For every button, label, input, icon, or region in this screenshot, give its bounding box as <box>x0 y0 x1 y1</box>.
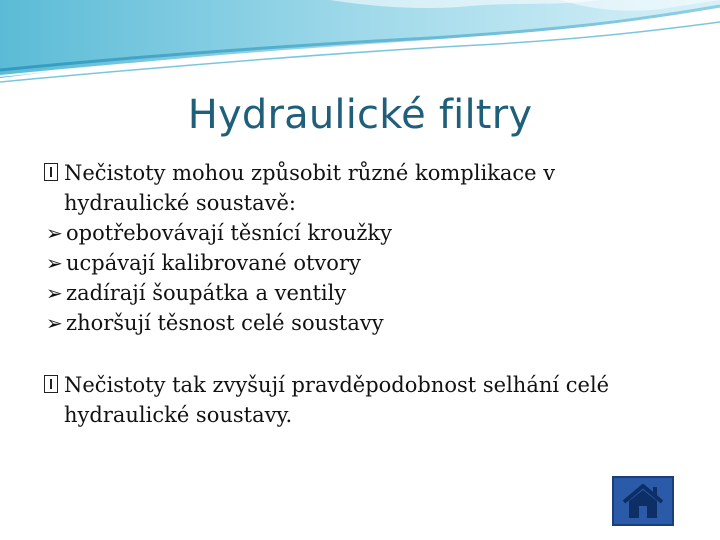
list-item-text: zhoršují těsnost celé soustavy <box>66 311 384 335</box>
list-item <box>44 218 684 248</box>
slide-title: Hydraulické filtry <box>187 92 533 138</box>
paragraph-2-text: Nečistoty tak zvyšují pravděpodobnost selhání celé hydraulické soustavy. <box>64 373 610 427</box>
list-item-text: ucpávají kalibrované otvory <box>66 251 361 275</box>
header-wave-decoration <box>0 0 720 90</box>
list-item-text: opotřebovávají těsnící kroužky <box>66 221 393 245</box>
arrow-bullet-icon: ➢ <box>46 251 63 275</box>
arrow-bullet-icon: ➢ <box>46 311 63 335</box>
missing-glyph-bullet-icon <box>44 163 58 181</box>
home-button[interactable] <box>612 476 674 526</box>
paragraph-1-text: Nečistoty mohou způsobit různé komplikace v hydraulické soustavě: <box>64 161 556 215</box>
arrow-bullet-icon: ➢ <box>46 281 63 305</box>
paragraph-2 <box>44 370 684 430</box>
spacer <box>44 338 684 370</box>
paragraph-1 <box>44 158 684 218</box>
arrow-bullet-icon: ➢ <box>46 221 63 245</box>
list-item <box>44 308 684 338</box>
list-item-text: zadírají šoupátka a ventily <box>66 281 347 305</box>
slide-body <box>44 158 684 430</box>
list-item <box>44 248 684 278</box>
list-item <box>44 278 684 308</box>
missing-glyph-bullet-icon <box>44 375 58 393</box>
home-icon <box>614 478 672 524</box>
